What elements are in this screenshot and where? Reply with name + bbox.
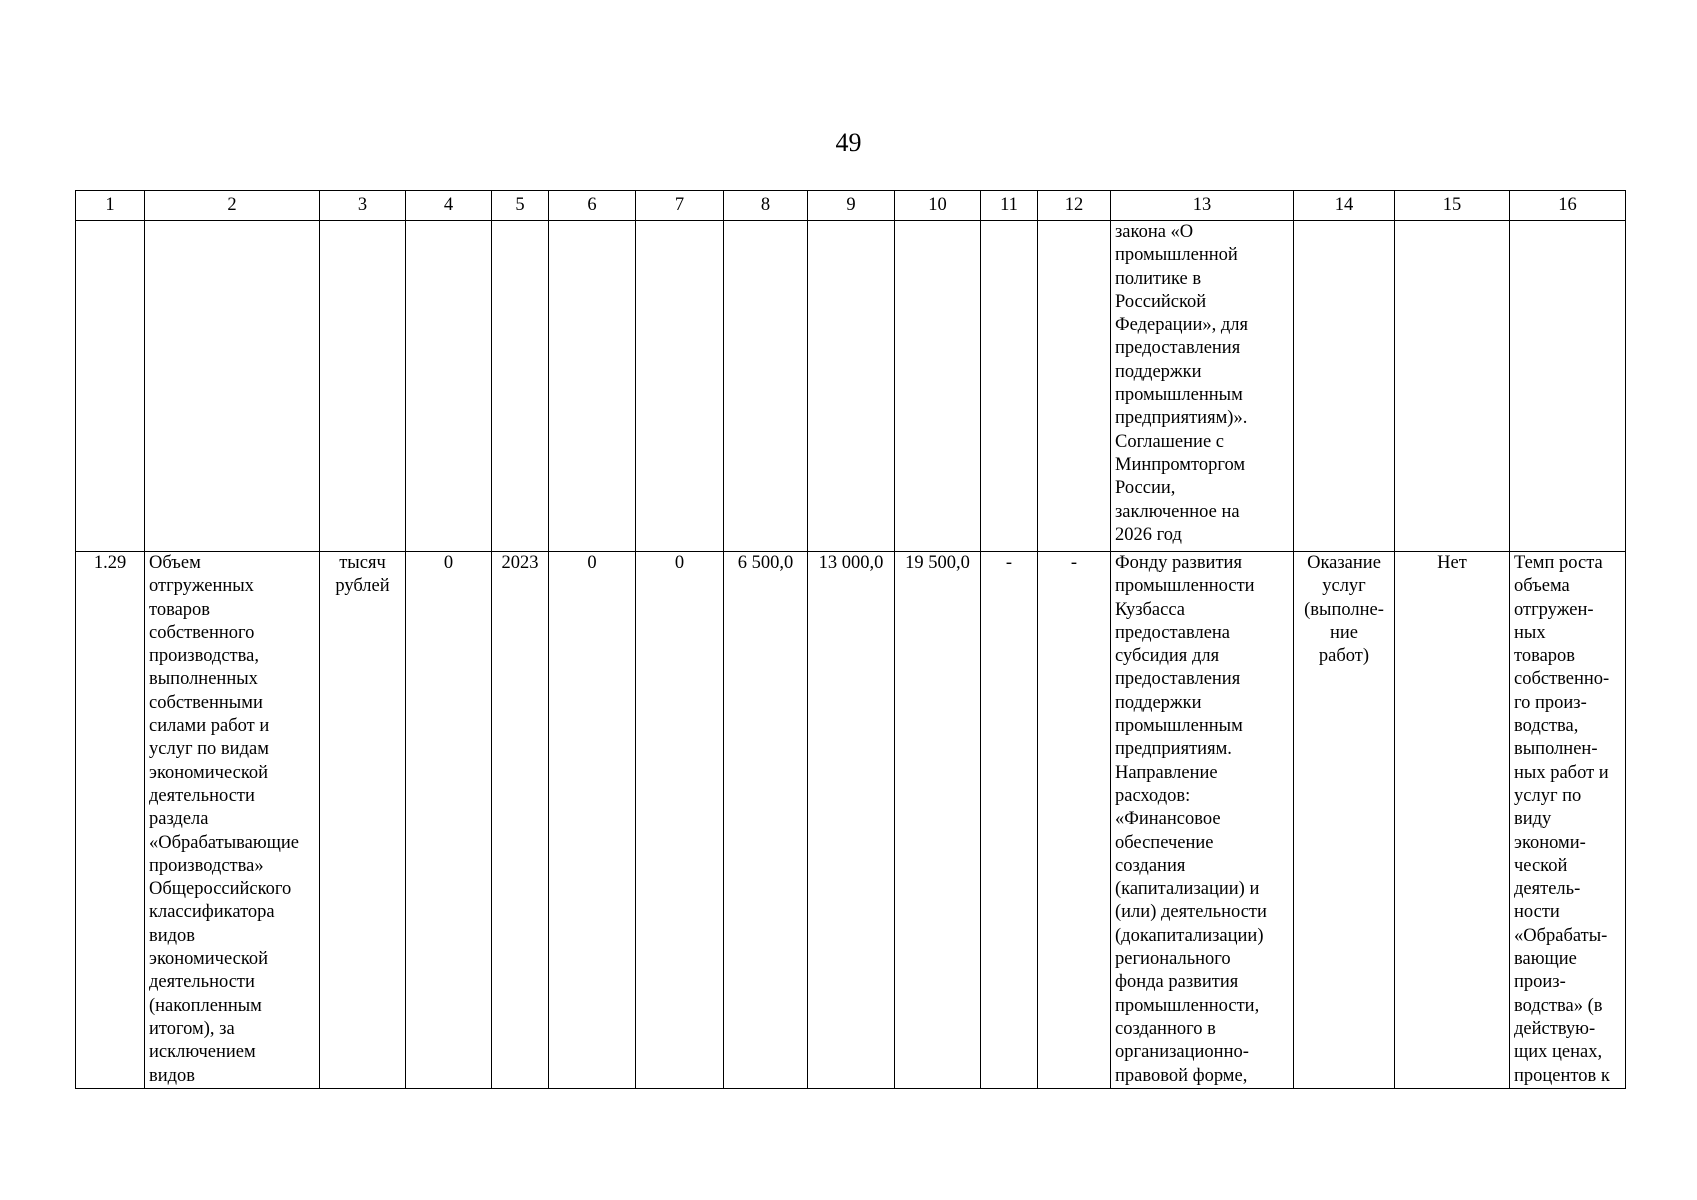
table-cell-col12: - [1038,552,1111,1089]
table-cell-col4: 0 [406,552,492,1089]
data-table [75,190,1626,1089]
table-cell [808,221,895,552]
indicator-name: Объем отгруженных товаров собственного производства, выполненных собственными силами работ и услуг по видам экономической деятельности раздела «Обрабатывающие производства» Общероссийского классификатора видов экономической деятельности (накопленным итогом), за исключением видов [145,552,320,1089]
table-cell-col6: 0 [549,552,636,1089]
column-header: 2 [145,191,320,221]
table-cell-col10: 19 500,0 [895,552,981,1089]
table-cell [895,221,981,552]
column-header: 8 [724,191,808,221]
table-cell [1510,221,1626,552]
table-cell-col8: 6 500,0 [724,552,808,1089]
table-cell [1395,221,1510,552]
table-cell-col16: Темп роста объема отгружен- ных товаров собственно- го произ- водства, выполнен- ных работ и услуг по виду экономи- ческой деятель- ности «Обрабаты- вающие произ- водства» (в действую- щих ценах, процентов к [1510,552,1626,1089]
table-header-row [76,191,1626,221]
column-header: 15 [1395,191,1510,221]
table-cell [636,221,724,552]
unit-of-measure: тысяч рублей [320,552,406,1089]
column-header: 4 [406,191,492,221]
column-header: 7 [636,191,724,221]
column-header: 14 [1294,191,1395,221]
table-cell-col5: 2023 [492,552,549,1089]
column-header: 3 [320,191,406,221]
table-cell [406,221,492,552]
table-cell [1294,221,1395,552]
column-header: 13 [1111,191,1294,221]
table-cell [320,221,406,552]
table-row [76,552,1626,1089]
table-cell-col13: закона «О промышленной политике в Российской Федерации», для предоставления поддержки промышленным предприятиям)». Соглашение с Минпромторгом России, заключенное на 2026 год [1111,221,1294,552]
table-cell [145,221,320,552]
table-cell-col13: Фонду развития промышленности Кузбасса предоставлена субсидия для предоставления поддержки промышленным предприятиям. Направление расходов: «Финансовое обеспечение создания (капитализации) и (или) деятельности (докапитализации) регионального фонда развития промышленности, созданного в организационно- правовой форме, [1111,552,1294,1089]
column-header: 6 [549,191,636,221]
column-header: 12 [1038,191,1111,221]
column-header: 9 [808,191,895,221]
table-cell [492,221,549,552]
table-cell-col14: Оказание услуг (выполне- ние работ) [1294,552,1395,1089]
table-cell [76,221,145,552]
table-cell [1038,221,1111,552]
table-cell-col9: 13 000,0 [808,552,895,1089]
column-header: 11 [981,191,1038,221]
table-cell-col15: Нет [1395,552,1510,1089]
row-number: 1.29 [76,552,145,1089]
table-cell [724,221,808,552]
column-header: 1 [76,191,145,221]
column-header: 10 [895,191,981,221]
table-cell [549,221,636,552]
page-number: 49 [835,128,862,157]
table-cell-col11: - [981,552,1038,1089]
column-header: 5 [492,191,549,221]
table-cell [981,221,1038,552]
column-header: 16 [1510,191,1626,221]
table-cell-col7: 0 [636,552,724,1089]
table-row-continuation [76,221,1626,552]
